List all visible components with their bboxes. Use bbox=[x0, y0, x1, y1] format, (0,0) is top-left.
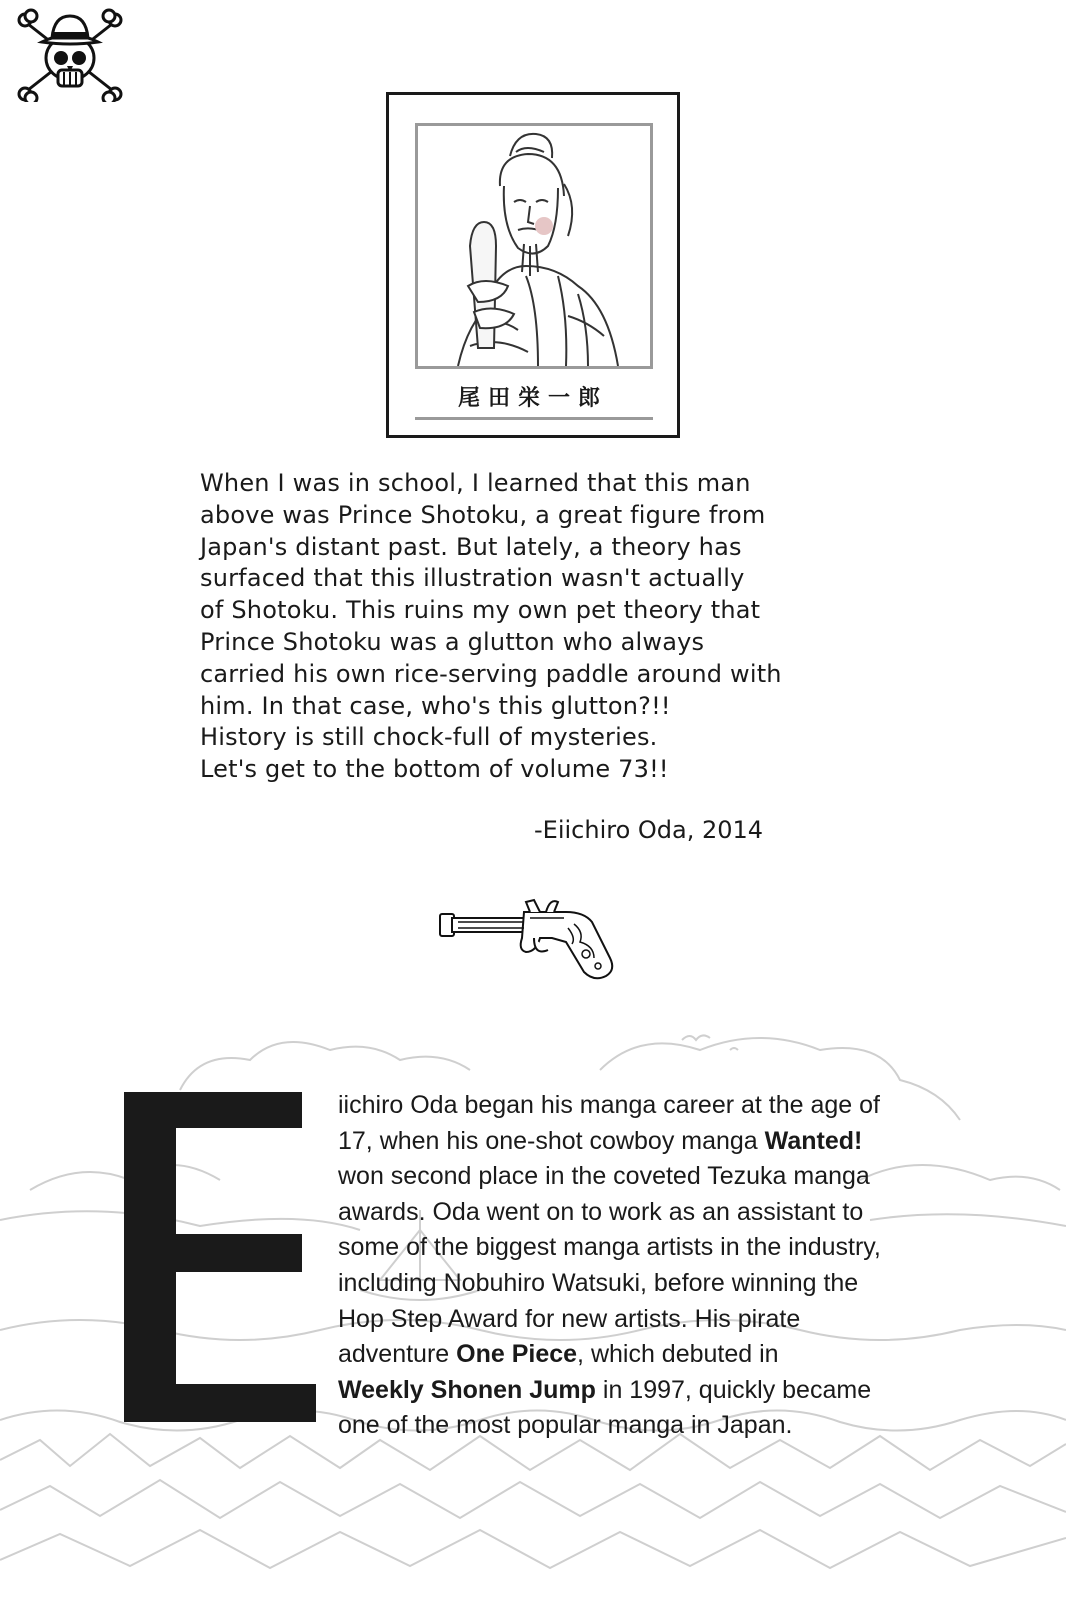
message-line: Let's get to the bottom of volume 73!! bbox=[200, 755, 669, 784]
bio-text: , which debuted in bbox=[577, 1340, 779, 1369]
message-line: surfaced that this illustration wasn't actually bbox=[200, 564, 745, 593]
bio-line: won second place in the coveted Tezuka manga bbox=[338, 1162, 870, 1191]
caption-divider bbox=[415, 417, 653, 420]
bio-text: 17, when his one-shot cowboy manga bbox=[338, 1126, 765, 1155]
message-line: History is still chock-full of mysteries. bbox=[200, 723, 658, 752]
bio-text: in 1997, quickly became bbox=[595, 1375, 872, 1404]
bio-line bbox=[338, 1373, 968, 1409]
bio-line: one of the most popular manga in Japan. bbox=[338, 1411, 793, 1440]
portrait-image bbox=[415, 123, 653, 369]
message-line: carried his own rice-serving paddle around with bbox=[200, 659, 782, 688]
portrait-caption: 尾田栄一郎 bbox=[457, 385, 608, 411]
bio-line bbox=[338, 1124, 968, 1160]
author-bio bbox=[338, 1088, 968, 1444]
portrait-frame bbox=[386, 92, 680, 438]
bio-title-weekly-shonen-jump: Weekly Shonen Jump bbox=[338, 1375, 596, 1404]
message-line: Prince Shotoku was a glutton who always bbox=[200, 627, 705, 656]
message-line: Japan's distant past. But lately, a theory has bbox=[200, 532, 742, 561]
bio-line: iichiro Oda began his manga career at the age of bbox=[338, 1091, 881, 1119]
message-line: When I was in school, I learned that this man bbox=[200, 469, 751, 497]
bio-line: including Nobuhiro Watsuki, before winning the bbox=[338, 1268, 859, 1297]
prince-shotoku-portrait-illustration bbox=[418, 126, 650, 366]
author-message bbox=[200, 468, 880, 786]
straw-hat-jolly-roger-icon bbox=[14, 6, 126, 102]
bio-title-wanted: Wanted! bbox=[764, 1126, 863, 1155]
bio-line: awards. Oda went on to work as an assistant to bbox=[338, 1197, 864, 1226]
flintlock-pistol-icon bbox=[434, 898, 624, 990]
bio-line: some of the biggest manga artists in the industry, bbox=[338, 1233, 881, 1262]
message-line: of Shotoku. This ruins my own pet theory that bbox=[200, 596, 761, 625]
author-signature: -Eiichiro Oda, 2014 bbox=[534, 816, 764, 844]
bio-line bbox=[338, 1337, 968, 1373]
bio-line: Hop Step Award for new artists. His pirate bbox=[338, 1304, 801, 1333]
bio-text: adventure bbox=[338, 1340, 457, 1369]
message-line: above was Prince Shotoku, a great figure from bbox=[200, 500, 766, 529]
dropcap-letter bbox=[124, 1092, 324, 1422]
message-line: him. In that case, who's this glutton?!! bbox=[200, 691, 671, 720]
bio-title-one-piece: One Piece bbox=[456, 1340, 578, 1369]
